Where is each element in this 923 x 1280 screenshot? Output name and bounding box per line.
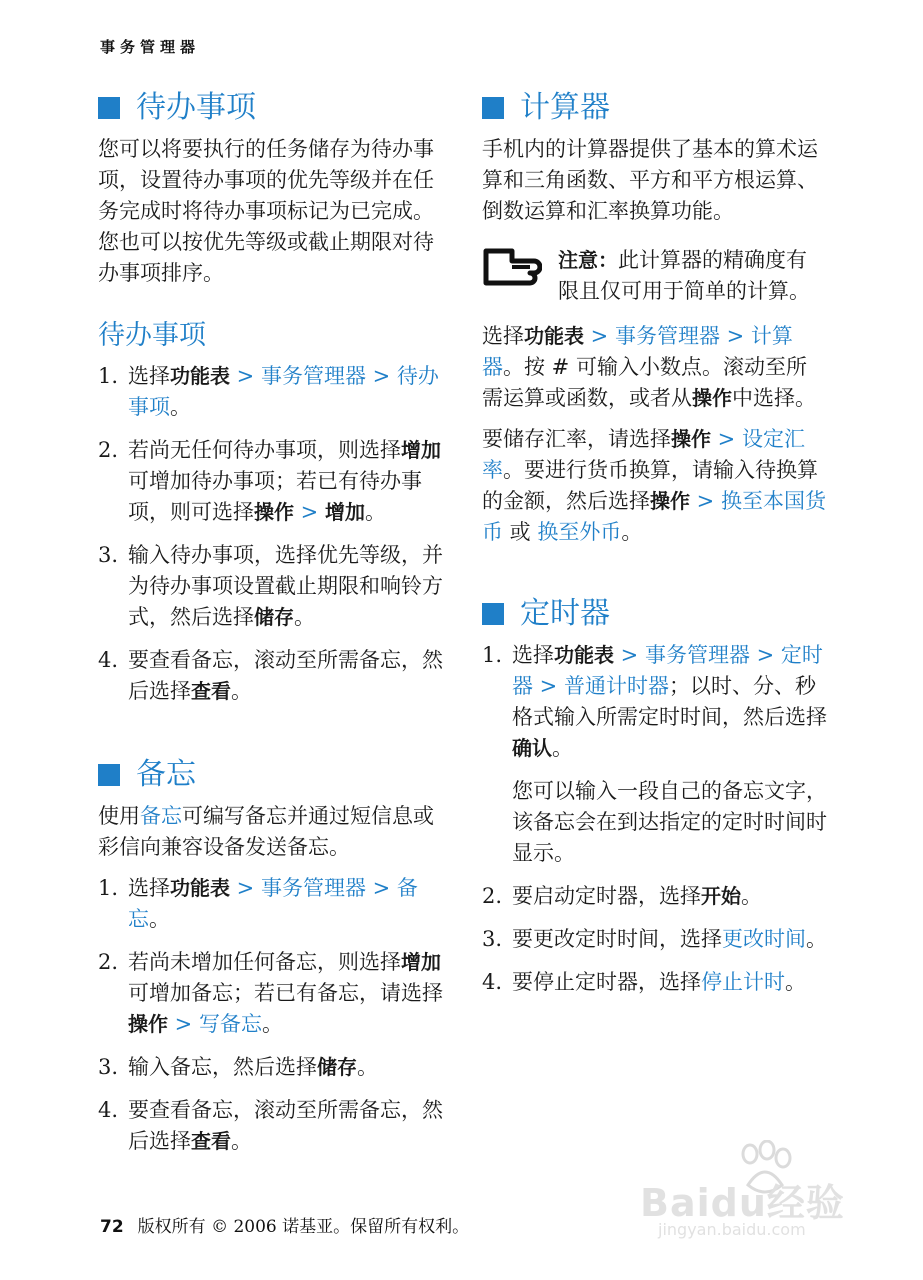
- note-hand-icon: [482, 245, 542, 295]
- section-square-icon: [482, 97, 504, 119]
- text: 。: [357, 1055, 378, 1079]
- link-text: 定时器: [512, 643, 823, 698]
- text: 选择: [128, 876, 170, 900]
- separator: >: [294, 500, 325, 524]
- menu-term: 开始: [701, 884, 741, 908]
- section-title-memo: [98, 755, 448, 795]
- link-text: 待办事项: [128, 364, 439, 419]
- calculator-para-1: [482, 321, 827, 414]
- section-title-text: 备忘: [136, 757, 196, 792]
- section-title-text: 待办事项: [136, 90, 256, 125]
- step-number: 2.: [482, 884, 503, 908]
- step-number: 4.: [482, 970, 503, 994]
- menu-term: 增加: [401, 950, 441, 974]
- text: 。: [170, 395, 191, 419]
- step-number: 4.: [98, 648, 119, 672]
- text: 要储存汇率，请选择: [482, 427, 671, 451]
- list-item: [98, 873, 448, 935]
- list-item: [98, 435, 448, 528]
- text: 要启动定时器，选择: [512, 884, 701, 908]
- step-number: 1.: [98, 876, 119, 900]
- link-text: 计算器: [482, 324, 793, 379]
- text: ；以时、分、秒格式输入所需定时时间，然后选择: [512, 674, 827, 729]
- list-item: [98, 1095, 448, 1157]
- link-text: 设定汇率: [482, 427, 805, 482]
- section-title-calculator: [482, 88, 827, 128]
- separator: >: [584, 324, 615, 348]
- section-square-icon: [98, 97, 120, 119]
- menu-term: 操作: [128, 1012, 168, 1036]
- link-text: 事务管理器: [644, 643, 750, 667]
- menu-term: 操作: [650, 489, 690, 513]
- link-text: 备忘: [140, 804, 182, 828]
- baidu-watermark: [640, 1140, 880, 1240]
- separator: >: [365, 876, 397, 900]
- memo-intro: [98, 801, 448, 863]
- text: 要更改定时时间，选择: [512, 927, 722, 951]
- step-text: [128, 645, 448, 707]
- text: 。要进行货币换算，请输入待换算的金额，然后选择: [482, 458, 818, 513]
- link-text: 更改时间: [722, 927, 806, 951]
- list-item: [98, 1052, 448, 1083]
- list-item: [98, 361, 448, 423]
- text: 可增加备忘；若已有备忘，请选择: [128, 981, 443, 1005]
- text: 。: [149, 907, 170, 931]
- step-text: [128, 1095, 448, 1157]
- step-text: [512, 881, 827, 912]
- note-box: [482, 245, 827, 307]
- right-column: [482, 88, 827, 1010]
- menu-term: 查看: [191, 679, 231, 703]
- step-text: [512, 640, 827, 764]
- list-item: [98, 947, 448, 1040]
- left-column: [98, 88, 448, 1169]
- list-item: [482, 640, 827, 764]
- text: 。: [552, 736, 573, 760]
- section-square-icon: [98, 764, 120, 786]
- text: 或: [503, 520, 538, 544]
- separator: >: [711, 427, 742, 451]
- text: 可编写备忘并通过短信息或彩信向兼容设备发送备忘。: [98, 804, 434, 859]
- menu-term: 操作: [671, 427, 711, 451]
- calculator-para-2: [482, 424, 827, 548]
- menu-term: 功能表: [524, 324, 584, 348]
- text: 。按 # 可输入小数点。滚动至所需运算或函数，或者从: [482, 355, 807, 410]
- menu-term: 功能表: [554, 643, 614, 667]
- page-footer: [100, 1212, 469, 1237]
- step-text: [512, 924, 827, 955]
- list-item: [98, 540, 448, 633]
- menu-term: 查看: [191, 1129, 231, 1153]
- separator: >: [749, 643, 781, 667]
- text: 要查看备忘，滚动至所需备忘，然后选择: [128, 648, 443, 703]
- text: 要查看备忘，滚动至所需备忘，然后选择: [128, 1098, 443, 1153]
- text: 此计算器的精确度有限且仅可用于简单的计算。: [558, 248, 810, 303]
- memo-steps: [98, 873, 448, 1157]
- menu-term: 储存: [317, 1055, 357, 1079]
- list-item: [482, 924, 827, 955]
- text: 可增加待办事项；若已有待办事项，则可选择: [128, 469, 422, 524]
- text: 。: [294, 605, 315, 629]
- text: 。: [231, 1129, 252, 1153]
- link-text: 写备忘: [198, 1012, 262, 1036]
- menu-term: 增加: [324, 500, 365, 524]
- separator: >: [230, 876, 261, 900]
- link-text: 事务管理器: [260, 876, 366, 900]
- link-text: 备忘: [128, 876, 418, 931]
- watermark-url: jingyan.baidu.com: [658, 1220, 806, 1239]
- link-text: 换至本国货币: [482, 489, 826, 544]
- menu-term: 增加: [401, 438, 441, 462]
- link-text: 事务管理器: [614, 324, 720, 348]
- separator: >: [719, 324, 751, 348]
- separator: >: [365, 364, 397, 388]
- separator: >: [168, 1012, 199, 1036]
- menu-term: 操作: [254, 500, 294, 524]
- text: 。: [621, 520, 643, 544]
- step-text: [512, 967, 827, 998]
- text: 选择: [128, 364, 170, 388]
- step-text: [128, 947, 448, 1040]
- copyright: 版权所有 © 2006 诺基亚。保留所有权利。: [137, 1217, 470, 1237]
- text: 要停止定时器，选择: [512, 970, 701, 994]
- section-title-todo: [98, 88, 448, 128]
- step-number: 4.: [98, 1098, 119, 1122]
- timer-note: 您可以输入一段自己的备忘文字，该备忘会在到达指定的定时时间时显示。: [512, 779, 827, 865]
- section-title-timer: [482, 594, 827, 634]
- step-number: 3.: [98, 543, 119, 567]
- step-number: 2.: [98, 438, 119, 462]
- menu-term: 储存: [254, 605, 294, 629]
- timer-steps: [482, 640, 827, 764]
- text: 。: [806, 927, 827, 951]
- list-item: [482, 881, 827, 912]
- step-number: 1.: [98, 364, 119, 388]
- text: 输入待办事项，选择优先等级，并为待办事项设置截止期限和响铃方式，然后选择: [128, 543, 443, 629]
- text: 。: [741, 884, 762, 908]
- text: 若尚无任何待办事项，则选择: [128, 438, 401, 462]
- list-item: [482, 967, 827, 998]
- section-title-text: 定时器: [520, 596, 610, 631]
- step-number: 1.: [482, 643, 503, 667]
- step-text: [128, 435, 448, 528]
- step-number: 3.: [98, 1055, 119, 1079]
- menu-term: 操作: [692, 386, 732, 410]
- separator: >: [690, 489, 721, 513]
- text: 。: [261, 1012, 283, 1036]
- text: 中选择。: [732, 386, 816, 410]
- todo-steps: [98, 361, 448, 707]
- note-text: [558, 245, 827, 307]
- running-head: 事务管理器: [100, 38, 201, 56]
- separator: >: [614, 643, 645, 667]
- subsection-title-todo: 待办事项: [98, 320, 206, 351]
- step-number: 3.: [482, 927, 503, 951]
- text: 使用: [98, 804, 140, 828]
- list-item: [98, 645, 448, 707]
- step-text: [128, 1052, 448, 1083]
- link-text: 普通计时器: [563, 674, 669, 698]
- text: 。: [785, 970, 806, 994]
- link-text: 事务管理器: [260, 364, 366, 388]
- text: 选择: [482, 324, 524, 348]
- section-title-text: 计算器: [520, 90, 610, 125]
- todo-intro: 您可以将要执行的任务储存为待办事项，设置待办事项的优先等级并在任务完成时将待办事项标记为已完成。您也可以按优先等级或截止期限对待办事项排序。: [98, 137, 434, 285]
- section-square-icon: [482, 603, 504, 625]
- text: 。: [364, 500, 386, 524]
- menu-term: 功能表: [170, 364, 230, 388]
- step-number: 2.: [98, 950, 119, 974]
- watermark-text: Baidu经验: [640, 1181, 845, 1225]
- text: 若尚未增加任何备忘，则选择: [128, 950, 401, 974]
- menu-term: 确认: [512, 736, 552, 760]
- separator: >: [230, 364, 261, 388]
- timer-steps-cont: [482, 881, 827, 998]
- note-label: 注意：: [558, 248, 618, 272]
- text: 选择: [512, 643, 554, 667]
- text: 输入备忘，然后选择: [128, 1055, 317, 1079]
- step-text: [128, 873, 448, 935]
- menu-term: 功能表: [170, 876, 230, 900]
- page-number: 72: [100, 1217, 124, 1237]
- step-text: [128, 540, 448, 633]
- separator: >: [533, 674, 564, 698]
- step-text: [128, 361, 448, 423]
- link-text: 换至外币: [537, 520, 622, 544]
- calculator-intro: 手机内的计算器提供了基本的算术运算和三角函数、平方和平方根运算、倒数运算和汇率换算功能。: [482, 137, 818, 223]
- link-text: 停止计时: [701, 970, 785, 994]
- text: 。: [231, 679, 252, 703]
